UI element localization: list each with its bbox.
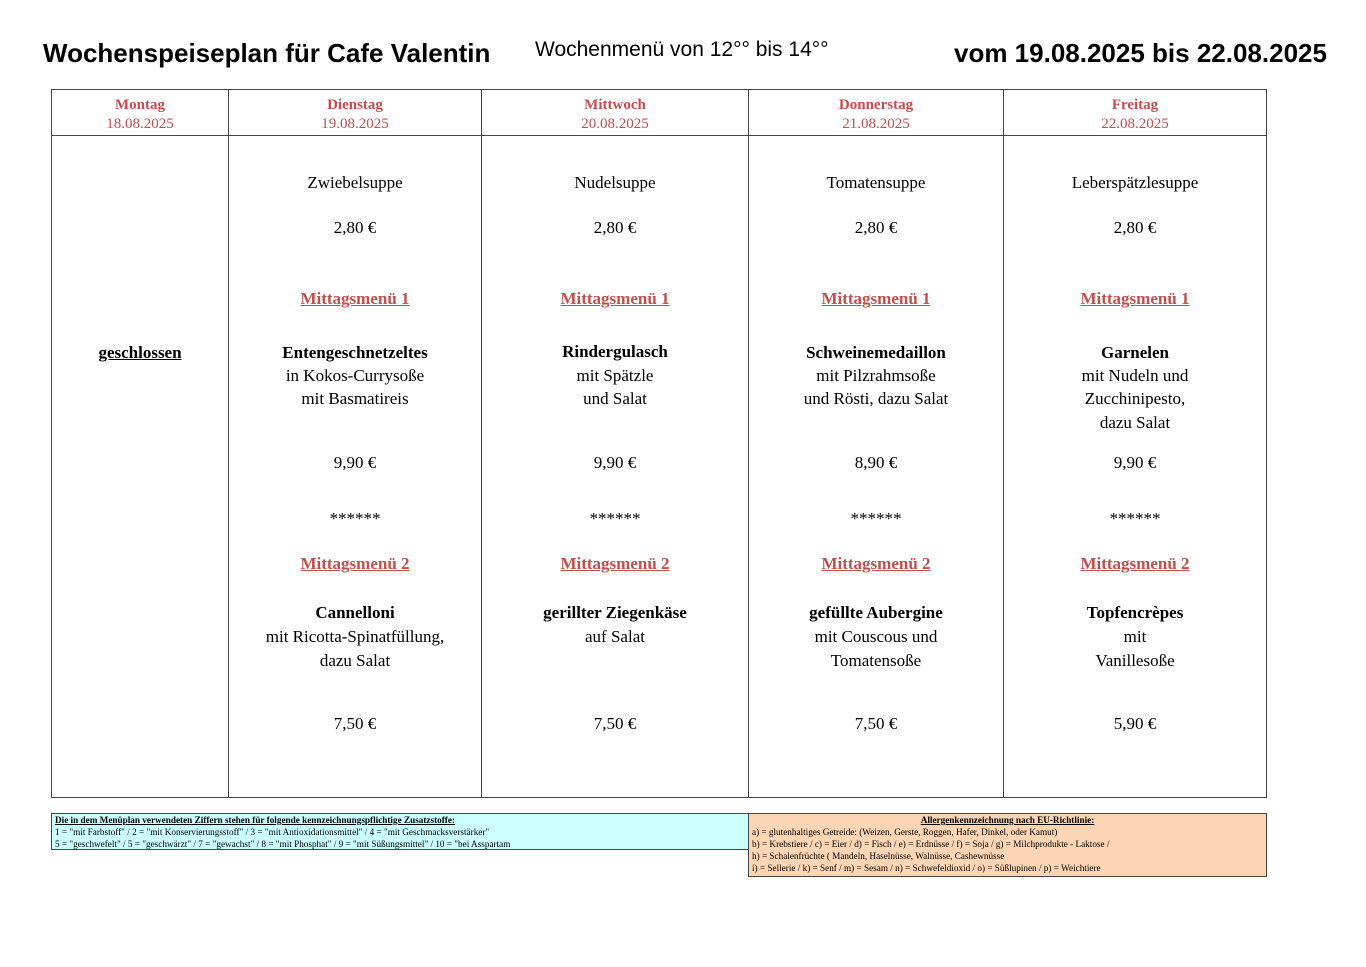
menu1-description: und Salat — [583, 389, 647, 408]
day-date: 22.08.2025 — [1101, 116, 1169, 132]
day-name: Freitag — [1111, 97, 1159, 113]
menu2-price: 7,50 € — [593, 714, 637, 733]
allergens-line: b) = Krebstiere / c) = Eier / d) = Fisch / e) = Erdnüsse / f) = Soja / g) = Milchprodukte - Laktose / — [752, 839, 1110, 849]
day-name: Donnerstag — [838, 97, 914, 113]
soup-name: Leberspätzlesuppe — [1071, 173, 1199, 192]
menu2-label: Mittagsmenü 2 — [300, 554, 410, 573]
menu2-dish: gefüllte Aubergine — [809, 603, 943, 622]
menu-hours: Wochenmenü von 12°° bis 14°° — [535, 38, 829, 61]
day-name: Dienstag — [327, 97, 383, 113]
menu1-price: 9,90 € — [593, 453, 637, 472]
allergens-line: h) = Schalenfrüchte ( Mandeln, Haselnüsse, Walnüsse, Cashewnüsse — [752, 851, 1005, 861]
day-date: 20.08.2025 — [581, 116, 649, 132]
menu1-description: mit Pilzrahmsoße — [816, 366, 936, 385]
day-header — [229, 90, 481, 136]
menu1-description: mit Basmatireis — [301, 389, 409, 408]
soup-name: Nudelsuppe — [574, 173, 656, 192]
soup-name: Zwiebelsuppe — [307, 173, 403, 192]
menu2-price: 7,50 € — [333, 714, 377, 733]
date-range: vom 19.08.2025 bis 22.08.2025 — [954, 38, 1327, 68]
day-column-donnerstag — [749, 90, 1004, 797]
menu2-label: Mittagsmenü 2 — [1080, 554, 1190, 573]
menu2-description: mit — [1123, 627, 1147, 646]
day-date: 18.08.2025 — [106, 116, 174, 132]
additives-line: 1 = "mit Farbstoff" / 2 = "mit Konservierungsstoff" / 3 = "mit Antioxidationsmittel" / 4 = "mit Geschmacksverstärker" — [55, 827, 490, 837]
menu1-dish: Garnelen — [1101, 343, 1169, 362]
page-title: Wochenspeiseplan für Cafe Valentin — [43, 38, 491, 68]
additives-line: 5 = "geschwefelt" / 5 = "geschwärzt" / 7 = "gewachst" / 8 = "mit Phosphat" / 9 = "mit Süßungsmittel" / 10 = "bei Asspartam — [55, 839, 511, 849]
menu1-description: Zucchinipesto, — [1084, 389, 1186, 408]
menu1-price: 8,90 € — [854, 453, 898, 472]
day-header — [749, 90, 1003, 136]
additives-heading: Die in dem Menüplan verwendeten Ziffern stehen für folgende kennzeichnungspflichtige Zusatzstoffe: — [55, 815, 455, 825]
day-header — [52, 90, 228, 136]
menu2-dish: Cannelloni — [315, 603, 395, 622]
additives-legend — [51, 813, 749, 850]
menu1-label: Mittagsmenü 1 — [560, 289, 670, 308]
menu2-label: Mittagsmenü 2 — [560, 554, 670, 573]
separator: ****** — [1109, 509, 1161, 528]
separator: ****** — [329, 509, 381, 528]
menu1-dish: Schweinemedaillon — [806, 343, 946, 362]
allergens-line: i) = Sellerie / k) = Senf / m) = Sesam / n) = Schwefeldioxid / o) = Süßlupinen / p) = Weichtiere — [752, 863, 1101, 873]
day-header — [482, 90, 748, 136]
menu1-label: Mittagsmenü 1 — [300, 289, 410, 308]
separator: ****** — [850, 509, 902, 528]
menu1-price: 9,90 € — [1113, 453, 1157, 472]
menu2-price: 7,50 € — [854, 714, 898, 733]
menu1-dish: Rindergulasch — [562, 342, 668, 361]
allergens-legend — [748, 813, 1267, 877]
menu1-price: 9,90 € — [333, 453, 377, 472]
menu2-description: mit Ricotta-Spinatfüllung, — [265, 627, 445, 646]
menu2-dish: Topfencrèpes — [1086, 603, 1184, 622]
menu1-description: und Rösti, dazu Salat — [803, 389, 949, 408]
menu2-description: auf Salat — [585, 627, 645, 646]
soup-name: Tomatensuppe — [826, 173, 926, 192]
day-name: Montag — [115, 97, 165, 113]
soup-price: 2,80 € — [593, 218, 637, 237]
day-header — [1004, 90, 1266, 136]
menu2-price: 5,90 € — [1113, 714, 1157, 733]
day-column-montag — [52, 90, 229, 797]
menu1-label: Mittagsmenü 1 — [821, 289, 931, 308]
menu1-description: mit Nudeln und — [1081, 366, 1189, 385]
soup-price: 2,80 € — [1113, 218, 1157, 237]
soup-price: 2,80 € — [333, 218, 377, 237]
day-column-dienstag — [229, 90, 482, 797]
menu2-description: Tomatensoße — [830, 651, 922, 670]
menu1-label: Mittagsmenü 1 — [1080, 289, 1190, 308]
menu1-dish: Entengeschnetzeltes — [282, 343, 428, 362]
day-date: 19.08.2025 — [321, 116, 389, 132]
day-date: 21.08.2025 — [842, 116, 910, 132]
menu2-label: Mittagsmenü 2 — [821, 554, 931, 573]
allergens-line: a) = glutenhaltiges Getreide: (Weizen, Gerste, Roggen, Hafer, Dinkel, oder Kamut) — [752, 827, 1058, 837]
menu1-description: dazu Salat — [1099, 413, 1171, 432]
separator: ****** — [589, 509, 641, 528]
day-column-freitag — [1004, 90, 1266, 797]
menu-table — [51, 89, 1267, 798]
soup-price: 2,80 € — [854, 218, 898, 237]
menu1-description: in Kokos-Currysoße — [285, 366, 425, 385]
menu2-description: mit Couscous und — [814, 627, 938, 646]
closed-notice: geschlossen — [98, 343, 182, 362]
menu2-dish: gerillter Ziegenkäse — [543, 603, 687, 622]
allergens-heading: Allergenkennzeichnung nach EU-Richtlinie: — [920, 815, 1095, 825]
day-name: Mittwoch — [584, 97, 646, 113]
day-column-mittwoch — [482, 90, 749, 797]
menu2-description: dazu Salat — [319, 651, 391, 670]
menu1-description: mit Spätzle — [576, 366, 654, 385]
menu2-description: Vanillesoße — [1095, 651, 1175, 670]
